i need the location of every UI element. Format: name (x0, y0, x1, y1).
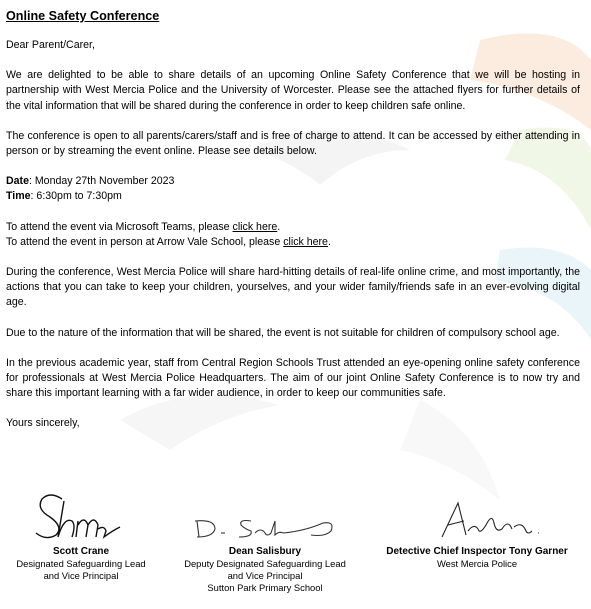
signatory-role: and Vice Principal (227, 570, 303, 582)
signoff: Yours sincerely, (6, 417, 80, 430)
signatory-role: Deputy Designated Safeguarding Lead (184, 558, 346, 569)
intro-paragraph: We are delighted to be able to share details of an upcoming Online Safety Conference that we will be hosting in partnership with West Mercia Police and the University of Worcester. Please see the attached flyers for further details of the vital information that will be shared during the conference in order to keep children safe online. (6, 69, 580, 112)
previous-year-paragraph: In the previous academic year, staff from Central Region Schools Trust attended an eye-opening online safety conference for professionals at West Mercia Police Headquarters. The aim of our joint Online Safety Conference is to now try and share this important learning with a far wider audience, in order to keep our communities safe. (6, 356, 580, 400)
salutation: Dear Parent/Carer, (6, 39, 95, 51)
date-label: Date (6, 175, 29, 188)
signatory-role: and Vice Principal (43, 570, 119, 582)
in-person-link[interactable]: click here (283, 235, 328, 248)
event-details (6, 174, 580, 204)
signatory-tony-garner (372, 487, 582, 570)
signatory-name: Dean Salisbury (228, 546, 302, 557)
signatory-role: West Mercia Police (436, 558, 518, 569)
letter-title: Online Safety Conference (6, 9, 160, 23)
signatory-dean-salisbury (170, 487, 360, 595)
signatory-scott-crane (6, 487, 156, 582)
in-person-period: . (327, 235, 331, 248)
time-value: : 6:30pm to 7:30pm (30, 190, 122, 203)
teams-period: . (277, 220, 281, 233)
handwritten-signature-tony-garner (402, 487, 552, 543)
handwritten-signature-scott-crane (26, 487, 136, 543)
signature-block (0, 487, 591, 607)
teams-link[interactable]: click here (232, 220, 278, 233)
police-paragraph: During the conference, West Mercia Police will share hard-hitting details of real-life online crime, and most importantly, the actions that you can take to keep your children, yourselves, and your wider family/friends safe in an ever-evolving digital age. (6, 266, 580, 309)
handwritten-signature-dean-salisbury (185, 487, 345, 543)
attend-paragraph (6, 220, 580, 250)
signatory-role: Designated Safeguarding Lead (16, 558, 146, 569)
letter-body (6, 8, 580, 447)
teams-text: To attend the event via Microsoft Teams, please (6, 220, 233, 233)
signatory-name: Scott Crane (52, 546, 110, 557)
in-person-text: To attend the event in person at Arrow Vale School, please (6, 235, 284, 248)
time-label: Time (6, 190, 31, 203)
open-paragraph: The conference is open to all parents/carers/staff and is free of charge to attend. It can be accessed by either attending in person or by streaming the event online. Please see details below. (6, 129, 580, 158)
nature-paragraph: Due to the nature of the information that will be shared, the event is not suitable for children of compulsory school age. (6, 326, 560, 339)
signatory-school: Sutton Park Primary School (207, 582, 323, 594)
date-value: : Monday 27th November 2023 (28, 175, 175, 188)
signatory-name: Detective Chief Inspector Tony Garner (386, 546, 568, 557)
